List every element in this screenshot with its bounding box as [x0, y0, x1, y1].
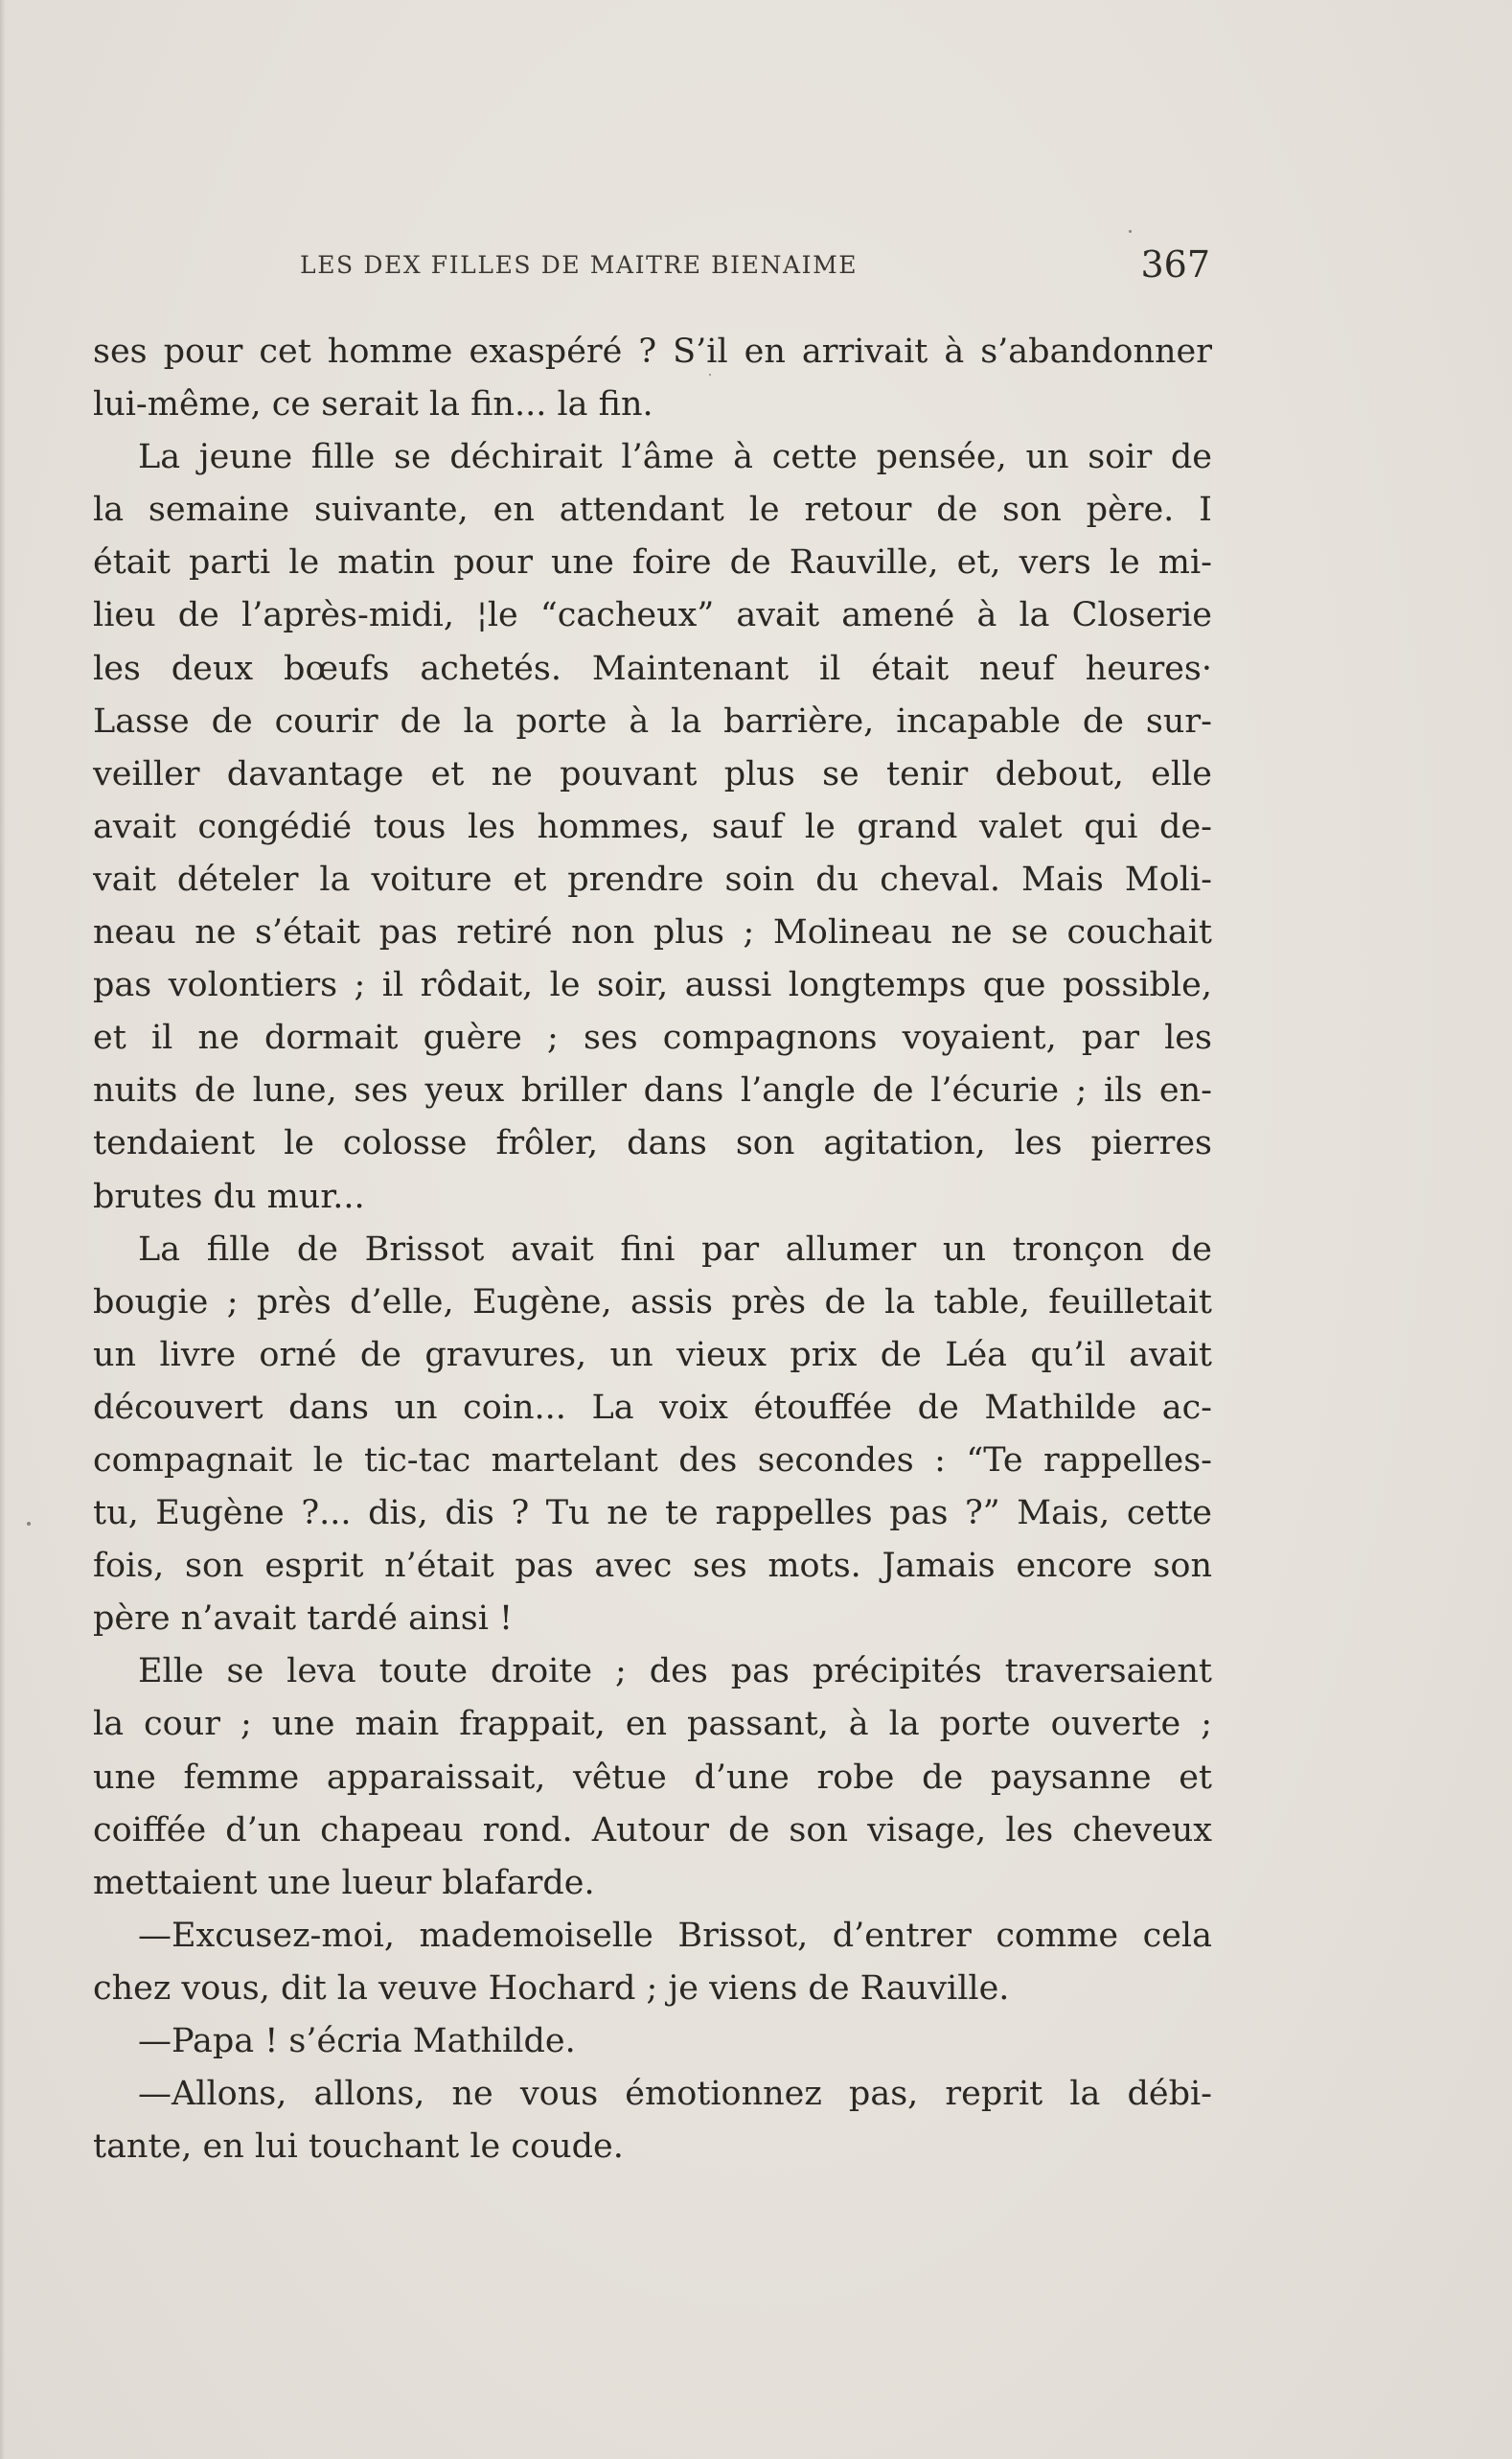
text-line: Lasse de courir de la porte à la barrière, incapable de sur- — [93, 701, 1212, 741]
body-text — [93, 326, 1212, 2173]
text-line: la cour ; une main frappait, en passant, à la porte ouverte ; — [93, 1705, 1212, 1744]
text-line: était parti le matin pour une foire de Rauville, et, vers le mi- — [93, 543, 1212, 583]
text-line: et il ne dormait guère ; ses compagnons voyaient, par les — [93, 1019, 1212, 1058]
text-line: —Excusez-moi, mademoiselle Brissot, d’entrer comme cela — [138, 1916, 1212, 1955]
text-line: Elle se leva toute droite ; des pas précipités traversaient — [138, 1652, 1212, 1691]
text-line: coiffée d’un chapeau rond. Autour de son visage, les cheveux — [93, 1810, 1212, 1850]
paper-speck — [1129, 230, 1132, 233]
paper-speck — [27, 1522, 31, 1526]
page-binding-edge — [0, 0, 6, 2459]
text-line: fois, son esprit n’était pas avec ses mots. Jamais encore son — [93, 1547, 1212, 1586]
running-head — [300, 243, 1210, 286]
text-line: —Allons, allons, ne vous émotionnez pas, reprit la débi- — [138, 2075, 1212, 2114]
text-line: chez vous, dit la veuve Hochard ; je viens de Rauville. — [93, 1968, 1010, 2008]
text-line: les deux bœufs achetés. Maintenant il était neuf heures· — [93, 649, 1212, 688]
text-line: La fille de Brissot avait fini par allumer un tronçon de — [138, 1230, 1212, 1269]
text-line: découvert dans un coin... La voix étouffée de Mathilde ac- — [93, 1388, 1212, 1427]
text-line: tu, Eugène ?... dis, dis ? Tu ne te rappelles pas ?” Mais, cette — [93, 1494, 1212, 1533]
text-line: La jeune fille se déchirait l’âme à cette pensée, un soir de — [138, 438, 1212, 477]
running-title: LES DEX FILLES DE MAITRE BIENAIME — [300, 251, 859, 279]
text-line: —Papa ! s’écria Mathilde. — [138, 2022, 576, 2060]
text-line: pas volontiers ; il rôdait, le soir, aussi longtemps que possible, — [93, 966, 1212, 1005]
text-line: lui-même, ce serait la fin... la fin. — [93, 385, 653, 425]
text-line: tante, en lui touchant le coude. — [93, 2127, 624, 2167]
text-line: neau ne s’était pas retiré non plus ; Molineau ne se couchait — [93, 913, 1212, 953]
text-line: vait dételer la voiture et prendre soin du cheval. Mais Moli- — [93, 860, 1212, 899]
text-line: un livre orné de gravures, un vieux prix de Léa qu’il avait — [93, 1335, 1212, 1374]
text-line: avait congédié tous les hommes, sauf le grand valet qui de- — [93, 807, 1212, 846]
text-line: veiller davantage et ne pouvant plus se tenir debout, elle — [93, 754, 1212, 793]
text-line: père n’avait tardé ainsi ! — [93, 1599, 514, 1639]
text-line: bougie ; près d’elle, Eugène, assis près de la table, feuilletait — [93, 1282, 1212, 1321]
text-line: compagnait le tic-tac martelant des secondes : “Te rappelles- — [93, 1440, 1212, 1480]
text-line: mettaient une lueur blafarde. — [93, 1863, 595, 1902]
text-line: ses pour cet homme exaspéré ? S’il en arrivait à s’abandonner — [93, 333, 1212, 371]
text-line: tendaient le colosse frôler, dans son agitation, les pierres — [93, 1124, 1212, 1163]
page-number: 367 — [1140, 243, 1210, 286]
paper-speck — [709, 374, 711, 376]
text-line: brutes du mur... — [93, 1177, 365, 1216]
text-line: nuits de lune, ses yeux briller dans l’angle de l’écurie ; ils en- — [93, 1071, 1212, 1111]
text-line: la semaine suivante, en attendant le retour de son père. I — [93, 491, 1212, 530]
text-line: une femme apparaissait, vêtue d’une robe de paysanne et — [93, 1758, 1212, 1797]
text-line: lieu de l’après-midi, ¦le “cacheux” avait amené à la Closerie — [93, 596, 1212, 635]
